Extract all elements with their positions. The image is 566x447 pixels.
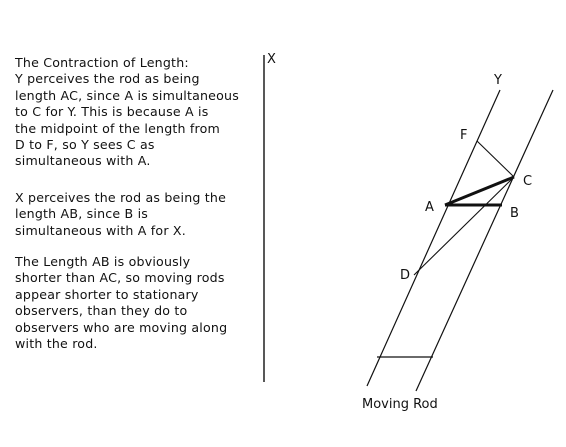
text-line: with the rod.: [15, 336, 98, 352]
text-line: simultaneous with A.: [15, 153, 151, 169]
text-line: Y perceives the rod as being: [15, 71, 200, 87]
point-label-c: C: [523, 174, 533, 189]
text-line: shorter than AC, so moving rods: [15, 270, 225, 286]
point-label-a: A: [425, 200, 434, 215]
text-line: simultaneous with A for X.: [15, 222, 186, 238]
line-d-to-c: [414, 177, 514, 275]
text-line: the midpoint of the length from: [15, 120, 221, 136]
point-label-d: D: [400, 268, 411, 283]
text-line: appear shorter to stationary: [15, 286, 199, 302]
diagram-caption: Moving Rod: [362, 397, 438, 412]
segment-ac: [445, 177, 514, 205]
y-axis-label: Y: [494, 73, 502, 88]
point-label-f: F: [460, 128, 468, 143]
text-line: to C for Y. This is because A is: [15, 104, 209, 120]
x-axis-label: X: [267, 52, 276, 67]
text-line: D to F, so Y sees C as: [15, 137, 155, 153]
text-line: X perceives the rod as being the: [15, 190, 227, 205]
text-line: The Length AB is obviously: [15, 254, 191, 269]
rod-left-worldline: [367, 90, 500, 386]
point-label-b: B: [510, 206, 519, 221]
text-line: observers, than they do to: [15, 303, 188, 319]
text-line: length AC, since A is simultaneous: [15, 87, 239, 103]
line-f-to-c: [477, 141, 514, 177]
text-line: The Contraction of Length:: [15, 55, 189, 70]
text-line: observers who are moving along: [15, 319, 228, 335]
rod-right-worldline: [416, 90, 553, 391]
text-line: length AB, since B is: [15, 206, 149, 222]
